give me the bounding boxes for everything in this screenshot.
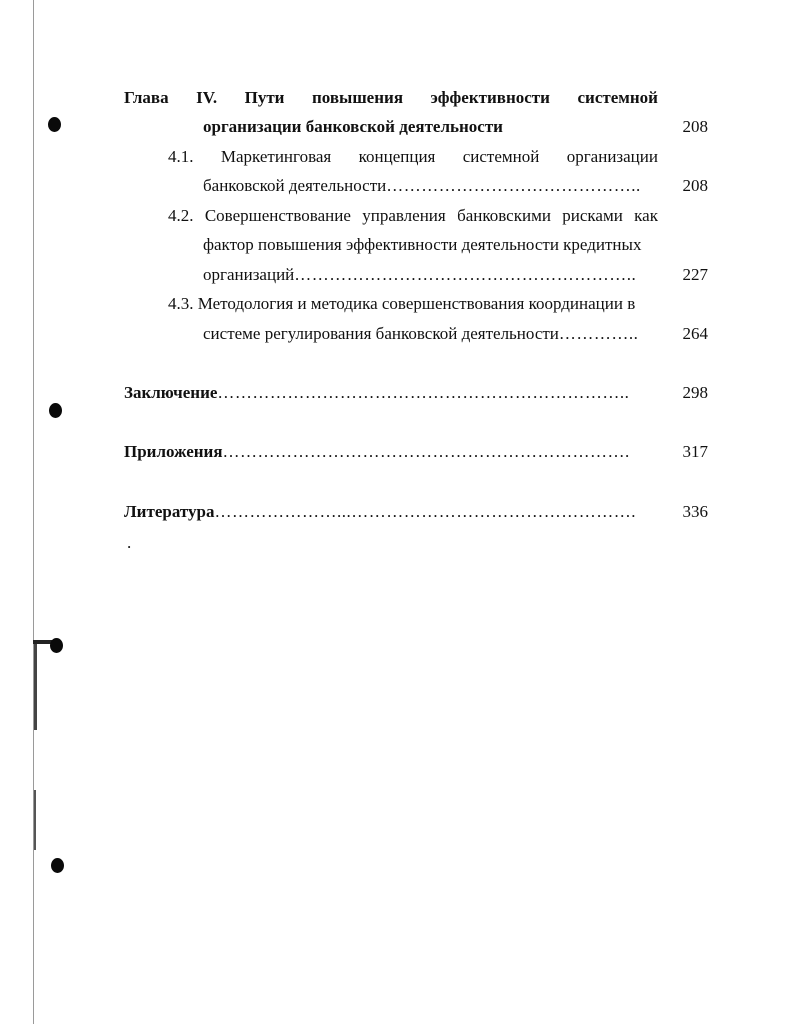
toc-word: системной xyxy=(462,147,540,166)
toc-word: системной xyxy=(577,88,658,107)
toc-word: Пути xyxy=(244,88,285,107)
toc-chapter-4-page: 208 xyxy=(682,117,708,136)
toc-conclusion-label: Заключение xyxy=(124,383,218,402)
toc-word: 4.1. xyxy=(168,147,194,166)
punch-hole xyxy=(50,638,63,653)
toc-section-4-3-page: 264 xyxy=(682,324,708,343)
toc-word: управления xyxy=(362,206,446,225)
toc-leader-dots: …………………………………………………………….. xyxy=(217,383,630,402)
toc-leader-dots: …………………………………….. xyxy=(386,176,641,195)
toc-section-4-1-cont xyxy=(203,176,641,196)
toc-leader-dots: ………….. xyxy=(558,324,639,343)
binding-edge-line xyxy=(33,0,34,1024)
toc-word: Глава xyxy=(124,88,169,107)
toc-word: 4.2. xyxy=(168,206,194,225)
toc-word: рисками xyxy=(562,206,623,225)
toc-text: банковской деятельности xyxy=(203,176,387,195)
toc-leader-dots: …………………...…………………………………………. xyxy=(214,502,636,521)
toc-appendices-label: Приложения xyxy=(124,442,223,461)
toc-text: системе регулирования банковской деятельности xyxy=(203,324,559,343)
toc-word: как xyxy=(634,206,658,225)
toc-section-4-3-cont xyxy=(203,324,638,344)
toc-word: эффективности xyxy=(430,88,550,107)
punch-hole xyxy=(48,117,61,132)
toc-appendices-page: 317 xyxy=(682,442,708,461)
punch-hole xyxy=(49,403,62,418)
toc-conclusion-page: 298 xyxy=(682,383,708,402)
toc-conclusion xyxy=(124,383,629,403)
binding-edge-mark xyxy=(34,790,36,850)
toc-section-4-1 xyxy=(168,147,658,167)
toc-word: концепция xyxy=(358,147,436,166)
toc-literature-label: Литература xyxy=(124,502,215,521)
toc-leader-dots: ………………………………………………….. xyxy=(294,265,637,284)
toc-word: банковскими xyxy=(457,206,551,225)
toc-section-4-2-cont: фактор повышения эффективности деятельности кредитных xyxy=(203,235,642,254)
toc-word: Маркетинговая xyxy=(220,147,332,166)
toc-section-4-1-page: 208 xyxy=(682,176,708,195)
punch-hole xyxy=(51,858,64,873)
toc-word: Совершенствование xyxy=(204,206,351,225)
toc-section-4-2-page: 227 xyxy=(682,265,708,284)
stray-dot: . xyxy=(127,533,132,552)
toc-section-4-2 xyxy=(168,206,658,226)
toc-literature xyxy=(124,502,636,522)
toc-section-4-3: 4.3. Методология и методика совершенствования координации в xyxy=(168,294,636,313)
toc-word: повышения xyxy=(312,88,404,107)
toc-chapter-4-heading-cont: организации банковской деятельности xyxy=(203,117,503,136)
toc-word: организации xyxy=(566,147,658,166)
toc-appendices xyxy=(124,442,630,462)
toc-text: организаций xyxy=(203,265,295,284)
toc-literature-page: 336 xyxy=(682,502,708,521)
toc-leader-dots: ……………………………………………………………. xyxy=(222,442,630,461)
toc-word: IV. xyxy=(196,88,218,107)
binding-edge-mark xyxy=(34,640,37,730)
toc-section-4-2-cont2 xyxy=(203,265,636,285)
toc-chapter-4-heading xyxy=(124,88,658,108)
